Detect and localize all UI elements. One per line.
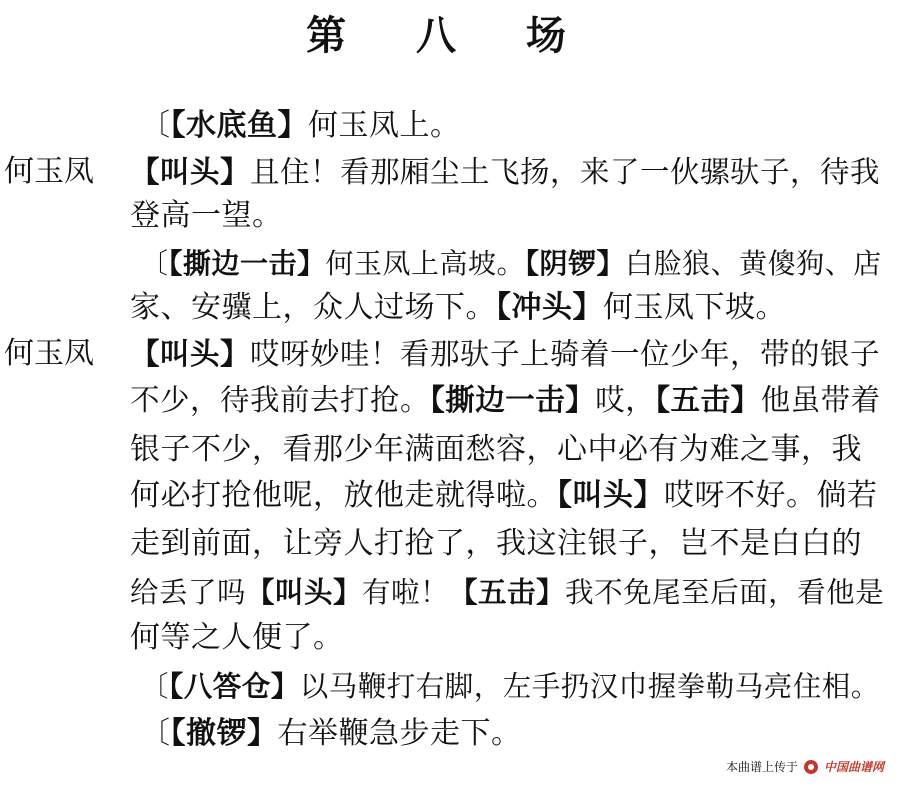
script-line	[130, 474, 878, 518]
line-text: 何玉凤上。	[308, 108, 461, 143]
script-line	[130, 286, 786, 330]
script-line	[130, 194, 283, 238]
script-line	[130, 150, 880, 194]
script-line	[140, 712, 522, 756]
line-text: 哎呀不好。倘若	[664, 478, 878, 513]
brand-name: 中国曲谱网	[823, 760, 884, 774]
music-cue: 【冲头】	[496, 290, 603, 325]
line-text: 以马鞭打右脚，左手扔汉巾握拳勒马亮住相。	[299, 670, 880, 703]
line-text: 不少，待我前去打抢。	[130, 383, 431, 417]
line-text: 何玉凤下坡。	[603, 290, 786, 325]
line-text: 何玉凤上高坡。	[325, 247, 526, 280]
music-cue: 【叫头】	[130, 336, 251, 371]
line-text: 给丢了吗	[130, 576, 247, 609]
music-cue: 【撤锣】	[170, 716, 278, 751]
watermark-footer	[726, 759, 884, 775]
line-text: 〔	[140, 108, 171, 143]
music-cue: 【水底鱼】	[170, 108, 308, 143]
music-cue: 【叫头】	[557, 478, 664, 513]
line-text: 何等之人便了。	[130, 620, 344, 655]
page-title: 第 八 场	[306, 12, 594, 59]
line-text: 右举鞭急步走下。	[277, 716, 522, 751]
script-line	[130, 378, 881, 422]
music-cue: 【撕边一击】	[168, 247, 326, 280]
script-line	[130, 616, 344, 660]
line-text: 家、安骥上，众人过场下。	[130, 290, 496, 325]
line-text: 银子不少，看那少年满面愁容，心中必有为难之事，我	[130, 432, 862, 467]
script-line	[140, 104, 461, 148]
music-cue: 【八答仓】	[169, 669, 300, 703]
line-text: 〔	[140, 247, 169, 280]
speaker-name: 何玉凤	[4, 336, 94, 371]
music-cue: 【阴锣】	[525, 247, 626, 280]
logo-icon	[804, 760, 818, 774]
script-line	[140, 664, 880, 708]
script-line	[130, 570, 884, 614]
music-cue: 【叫头】	[130, 154, 251, 189]
script-line	[140, 242, 882, 286]
upload-text: 本曲谱上传于	[725, 760, 798, 774]
line-text: 哎呀妙哇！看那驮子上骑着一位少年，带的银子	[250, 337, 881, 371]
line-text: 哎，	[595, 383, 656, 417]
line-text: 白脸狼、黄傻狗、店	[625, 247, 882, 280]
line-text: 他虽带着	[760, 383, 881, 417]
line-text: 走到前面，让旁人打抢了，我这注银子，岂不是白白的	[130, 526, 862, 561]
line-text: 有啦！	[362, 576, 450, 609]
line-text: 登高一望。	[130, 198, 283, 233]
speaker-name: 何玉凤	[4, 154, 94, 189]
music-cue: 【五击】	[655, 382, 761, 417]
script-line	[130, 332, 880, 376]
music-cue: 【五击】	[449, 575, 566, 609]
line-text: 且住！看那厢尘土飞扬，来了一伙骡驮子，待我	[250, 155, 881, 189]
script-line	[130, 522, 862, 566]
script-line	[130, 428, 862, 472]
line-text: 何必打抢他呢，放他走就得啦。	[130, 478, 557, 513]
line-text: 〔	[140, 716, 171, 751]
line-text: 我不免尾至后面，看他是	[565, 576, 885, 609]
music-cue: 【叫头】	[246, 575, 363, 609]
line-text: 〔	[140, 670, 170, 703]
music-cue: 【撕边一击】	[430, 382, 596, 417]
